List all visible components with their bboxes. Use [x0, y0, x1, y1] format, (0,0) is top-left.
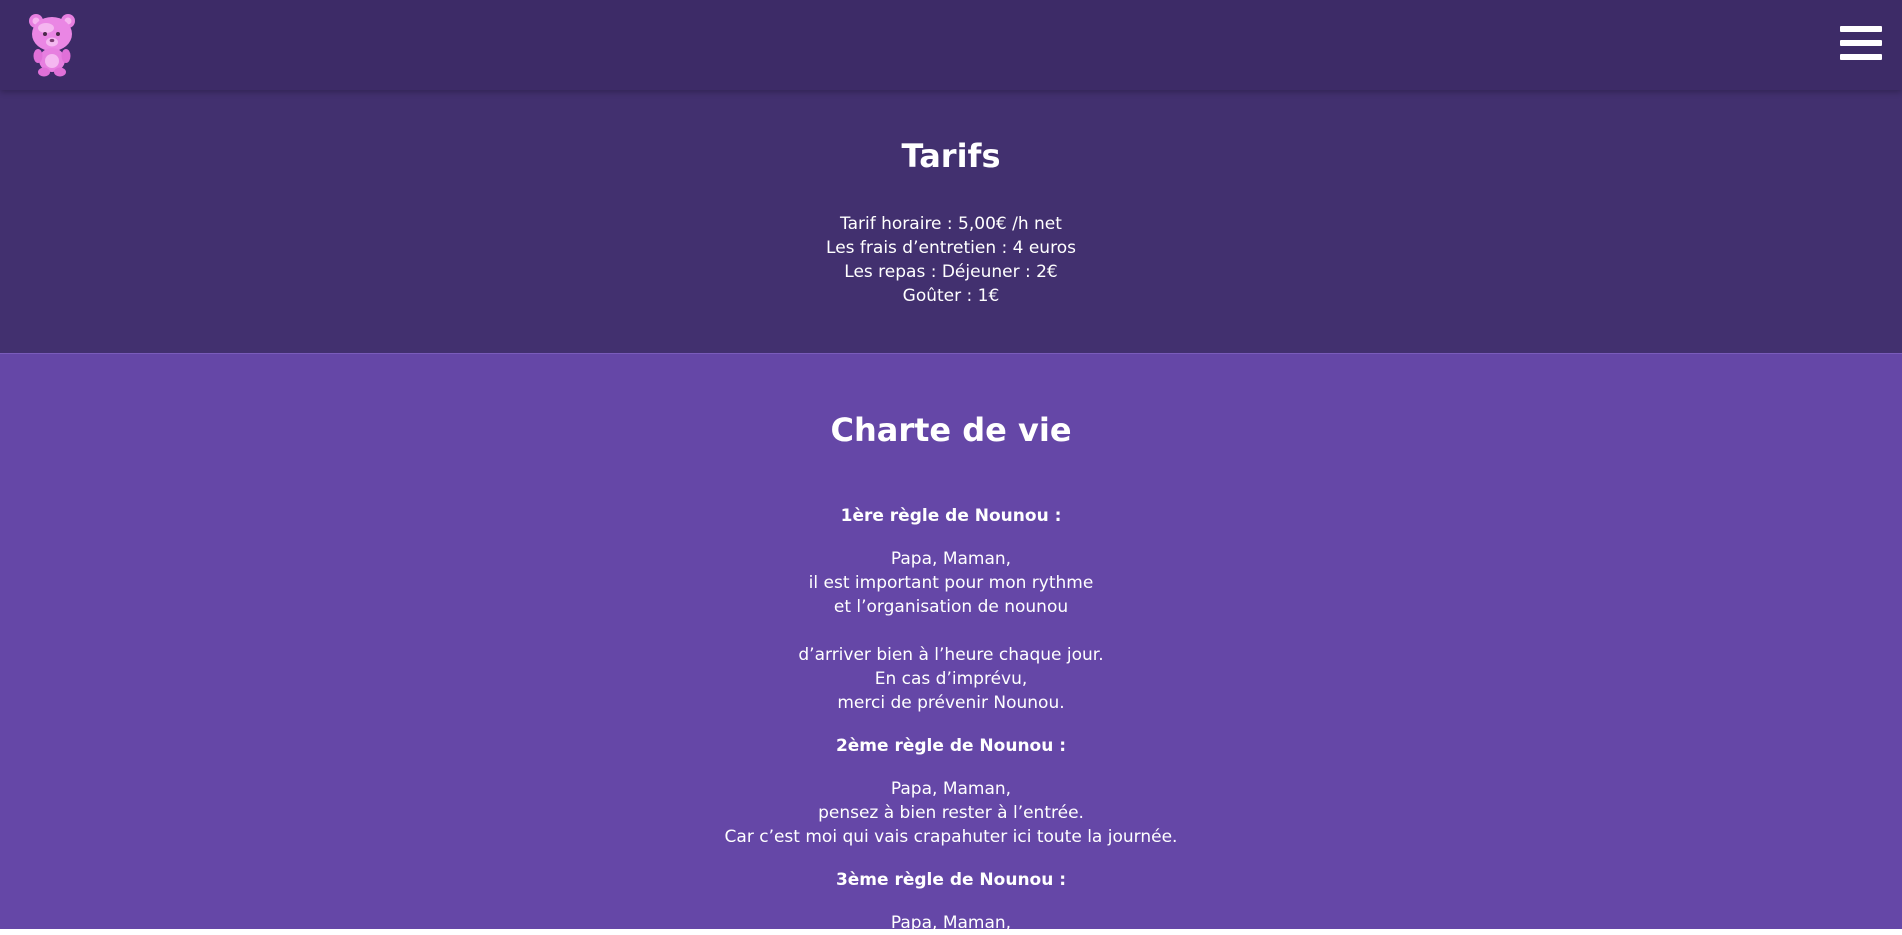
rule-text: il est important pour mon rythme — [808, 573, 1094, 593]
charte-section — [0, 353, 1902, 933]
charte-rules — [0, 504, 1902, 935]
menu-bar — [1840, 40, 1882, 46]
charte-title: Charte de vie — [830, 411, 1072, 449]
rule-text: Papa, Maman, — [890, 549, 1012, 569]
rule-text: Papa, Maman, — [890, 779, 1012, 799]
rule-text: d’arriver bien à l’heure chaque jour. — [798, 645, 1104, 665]
rule-text: et l’organisation de nounou — [833, 597, 1069, 617]
tarif-line: Tarif horaire : 5,00€ /h net — [840, 214, 1062, 234]
rule-text: Car c’est moi qui vais crapahuter ici toute la journée. — [724, 827, 1178, 847]
tarifs-list — [0, 212, 1902, 308]
rule-text: En cas d’imprévu, — [874, 669, 1028, 689]
tarif-line: Les frais d’entretien : 4 euros — [826, 238, 1076, 258]
rule-title: 3ème règle de Nounou : — [835, 870, 1067, 890]
menu-bar — [1840, 26, 1882, 32]
tarifs-section — [0, 90, 1902, 353]
menu-bar — [1840, 54, 1882, 60]
tarifs-title: Tarifs — [901, 137, 1001, 175]
tarif-line: Les repas : Déjeuner : 2€ — [844, 262, 1058, 282]
rule-text: merci de prévenir Nounou. — [837, 693, 1065, 713]
rule-text: pensez à bien rester à l’entrée. — [818, 803, 1084, 823]
teddy-bear-logo-icon[interactable] — [26, 12, 82, 78]
rule-title: 1ère règle de Nounou : — [840, 506, 1062, 526]
rule-text: Papa, Maman, — [890, 913, 1012, 933]
hamburger-menu-icon[interactable] — [1840, 26, 1882, 64]
tarif-line: Goûter : 1€ — [902, 286, 1000, 306]
site-header — [0, 0, 1902, 90]
rule-title: 2ème règle de Nounou : — [835, 736, 1067, 756]
